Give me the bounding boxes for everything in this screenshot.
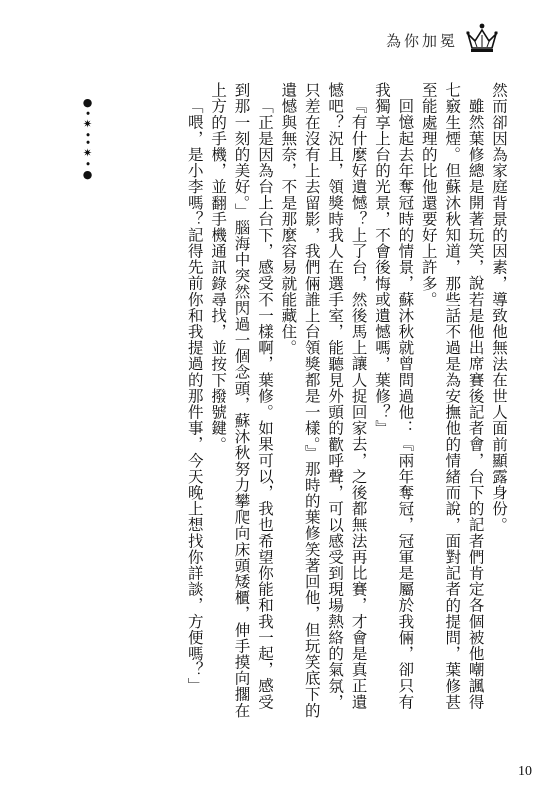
paragraph-2: 雖然葉修總是開著玩笑，說若是他出席賽後記者會，台下的記者們肯定各個被他嘲諷得七竅生煙。但蘇沐秋知道，那些話不過是為安撫他的情緒而說，面對記者的提問，葉修甚至能處理的比他還要好上許多。 bbox=[419, 82, 485, 710]
body-text bbox=[160, 82, 510, 722]
paragraph-4: 『有什麼好遺憾？上了台，然後馬上讓人捉回家去，之後都無法再比賽，才會是真正遺憾吧？況且，領獎時我人在選手室，能聽見外頭的歡呼聲，可以感受到現場熱絡的氣氛，只差在沒有上去留影，我們倆誰上台領獎都是一樣。』那時的葉修笑著回他，但玩笑底下的遺憾與無奈，不是那麼容易就能藏住。 bbox=[279, 82, 368, 719]
crown-icon bbox=[462, 22, 502, 56]
paragraph-3: 回憶起去年奪冠時的情景，蘇沐秋就曾問過他：『兩年奪冠，冠軍是屬於我倆，卻只有我獨享上台的光景，不會後悔或遺憾嗎，葉修？』 bbox=[372, 82, 415, 710]
running-header-title: 為你加冕 bbox=[385, 32, 458, 50]
paragraph-1: 然而卻因為家庭背景的因素，導致他無法在世人面前顯露身份。 bbox=[490, 82, 508, 533]
paragraph-6: 「喂，是小李嗎？記得先前你和我提過的那件事，今天晚上想找你詳談，方便嗎？」 bbox=[185, 97, 204, 694]
paragraph-5: 「正是因為台上台下，感受不一樣啊，葉修。如果可以，我也希望你能和我一起，感受到那一刻的美好。」腦海中突然閃過一個念頭，蘇沐秋努力攀爬向床頭矮櫃，伸手摸向擱在上方的手機，並翻手機通訊錄尋找，並按下撥號鍵。 bbox=[209, 82, 274, 719]
section-separator-ornament: ●•✷••✷•● bbox=[81, 96, 94, 182]
page-number: 10 bbox=[518, 764, 532, 779]
